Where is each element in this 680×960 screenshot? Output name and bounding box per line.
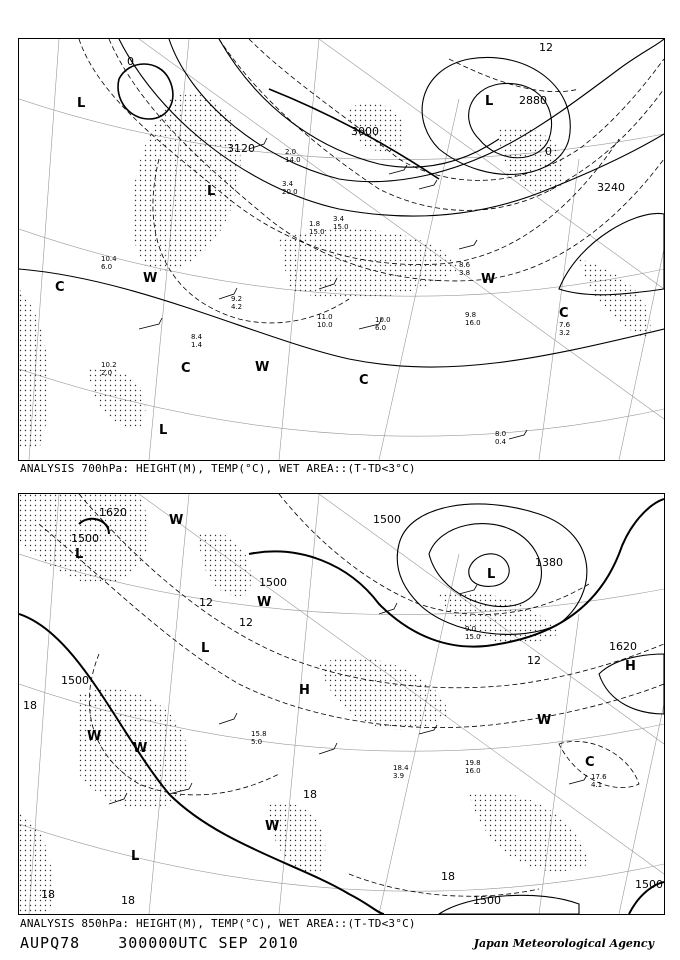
station-value: 15.8	[251, 730, 267, 738]
low-center: L	[131, 849, 140, 864]
station-value: 3.4	[282, 180, 294, 188]
station-value: 15.0	[465, 633, 481, 641]
wet-area	[19, 494, 589, 914]
contour-label: 1380	[535, 556, 563, 569]
chart-code: AUPQ78	[20, 934, 81, 952]
map-700hpa	[18, 38, 665, 461]
contour-label: 1500	[373, 513, 401, 526]
station-value: 2.0	[101, 369, 113, 377]
station-value: 3.9	[393, 772, 405, 780]
isotherm-label: 12	[199, 596, 213, 609]
station-value: 10.2	[101, 361, 117, 369]
station-value: 5.0	[251, 738, 263, 746]
contour-label: 1620	[99, 506, 127, 519]
isotherm-label: 18	[121, 894, 135, 907]
warm-center: W	[537, 713, 552, 728]
low-center: L	[487, 567, 496, 582]
cold-center: C	[585, 755, 595, 770]
isotherm-label: 0	[127, 55, 134, 68]
isotherm-label: 18	[23, 699, 37, 712]
isotherm-label: 0	[545, 145, 552, 158]
low-center: L	[159, 423, 168, 438]
high-center: H	[299, 683, 310, 698]
station-value: 4.1	[591, 781, 603, 789]
warm-center: W	[265, 819, 280, 834]
station-value: 0.4	[495, 438, 507, 446]
station-value: 9.8	[465, 311, 477, 319]
isotherm-label: 18	[441, 870, 455, 883]
low-center: L	[201, 641, 210, 656]
contour-label: 1620	[609, 640, 637, 653]
contour-label: 3240	[597, 181, 625, 194]
warm-center: W	[133, 741, 148, 756]
isotherm-label: 18	[41, 888, 55, 901]
station-value: 10.4	[101, 255, 117, 263]
station-value: 2.0	[285, 148, 297, 156]
station-value: 8.6	[459, 261, 471, 269]
station-value: 10.0	[317, 321, 333, 329]
station-value: 8.4	[191, 333, 203, 341]
contour-label: 3120	[227, 142, 255, 155]
cold-center: C	[55, 280, 65, 295]
station-value: 6.0	[101, 263, 113, 271]
warm-center: W	[257, 595, 272, 610]
station-value: 7.6	[559, 321, 571, 329]
contour-label: 1500	[473, 894, 501, 907]
caption-700hpa: ANALYSIS 700hPa: HEIGHT(M), TEMP(°C), WET AREA::(T-TD<3°C)	[20, 462, 416, 475]
warm-center: W	[87, 729, 102, 744]
station-value: 3.2	[559, 329, 571, 337]
station-value: 3.4	[333, 215, 345, 223]
cold-center: C	[559, 306, 569, 321]
caption-850hpa: ANALYSIS 850hPa: HEIGHT(M), TEMP(°C), WET AREA::(T-TD<3°C)	[20, 917, 416, 930]
contour-label: 1500	[259, 576, 287, 589]
isotherm-label: 18	[303, 788, 317, 801]
station-value: 14.0	[285, 156, 301, 164]
map-850hpa-chart	[19, 494, 664, 914]
warm-center: W	[481, 272, 496, 287]
low-center: L	[207, 184, 216, 199]
warm-center: W	[255, 360, 270, 375]
analysis-datetime: 300000UTC SEP 2010	[118, 934, 299, 952]
station-value: 15.0	[333, 223, 349, 231]
station-value: 3.8	[459, 269, 471, 277]
station-value: 16.0	[465, 767, 481, 775]
isotherm-label: 12	[539, 41, 553, 54]
station-value: 4.2	[231, 303, 243, 311]
station-value: 1.4	[191, 341, 203, 349]
contour-label: 2880	[519, 94, 547, 107]
station-value: 20.0	[282, 188, 298, 196]
low-center: L	[75, 547, 84, 562]
cold-center: C	[181, 361, 191, 376]
station-value: 15.0	[309, 228, 325, 236]
warm-center: W	[143, 271, 158, 286]
contour-label: 1500	[635, 878, 663, 891]
contour-label: 1500	[61, 674, 89, 687]
map-850hpa	[18, 493, 665, 915]
contour-label: 1500	[71, 532, 99, 545]
station-value: 1.8	[309, 220, 321, 228]
contour-label: 3000	[351, 125, 379, 138]
station-value: 6.0	[375, 324, 387, 332]
cold-center: C	[359, 373, 369, 388]
station-value: 16.0	[465, 319, 481, 327]
station-value: 9.0	[465, 625, 477, 633]
high-center: H	[625, 659, 636, 674]
warm-center: W	[169, 513, 184, 528]
station-value: 18.4	[393, 764, 409, 772]
chart-identifier	[20, 934, 327, 952]
low-center: L	[77, 96, 86, 111]
wet-area	[19, 94, 651, 449]
isotherm-label: 12	[239, 616, 253, 629]
isotherm-label: 12	[527, 654, 541, 667]
station-value: 19.8	[465, 759, 481, 767]
station-value: 11.0	[317, 313, 333, 321]
map-700hpa-chart	[19, 39, 664, 460]
agency-name: Japan Meteorological Agency	[473, 937, 654, 950]
station-value: 8.0	[495, 430, 507, 438]
station-value: 17.6	[591, 773, 607, 781]
low-center: L	[485, 94, 494, 109]
station-value: 9.2	[231, 295, 243, 303]
station-value: 10.0	[375, 316, 391, 324]
